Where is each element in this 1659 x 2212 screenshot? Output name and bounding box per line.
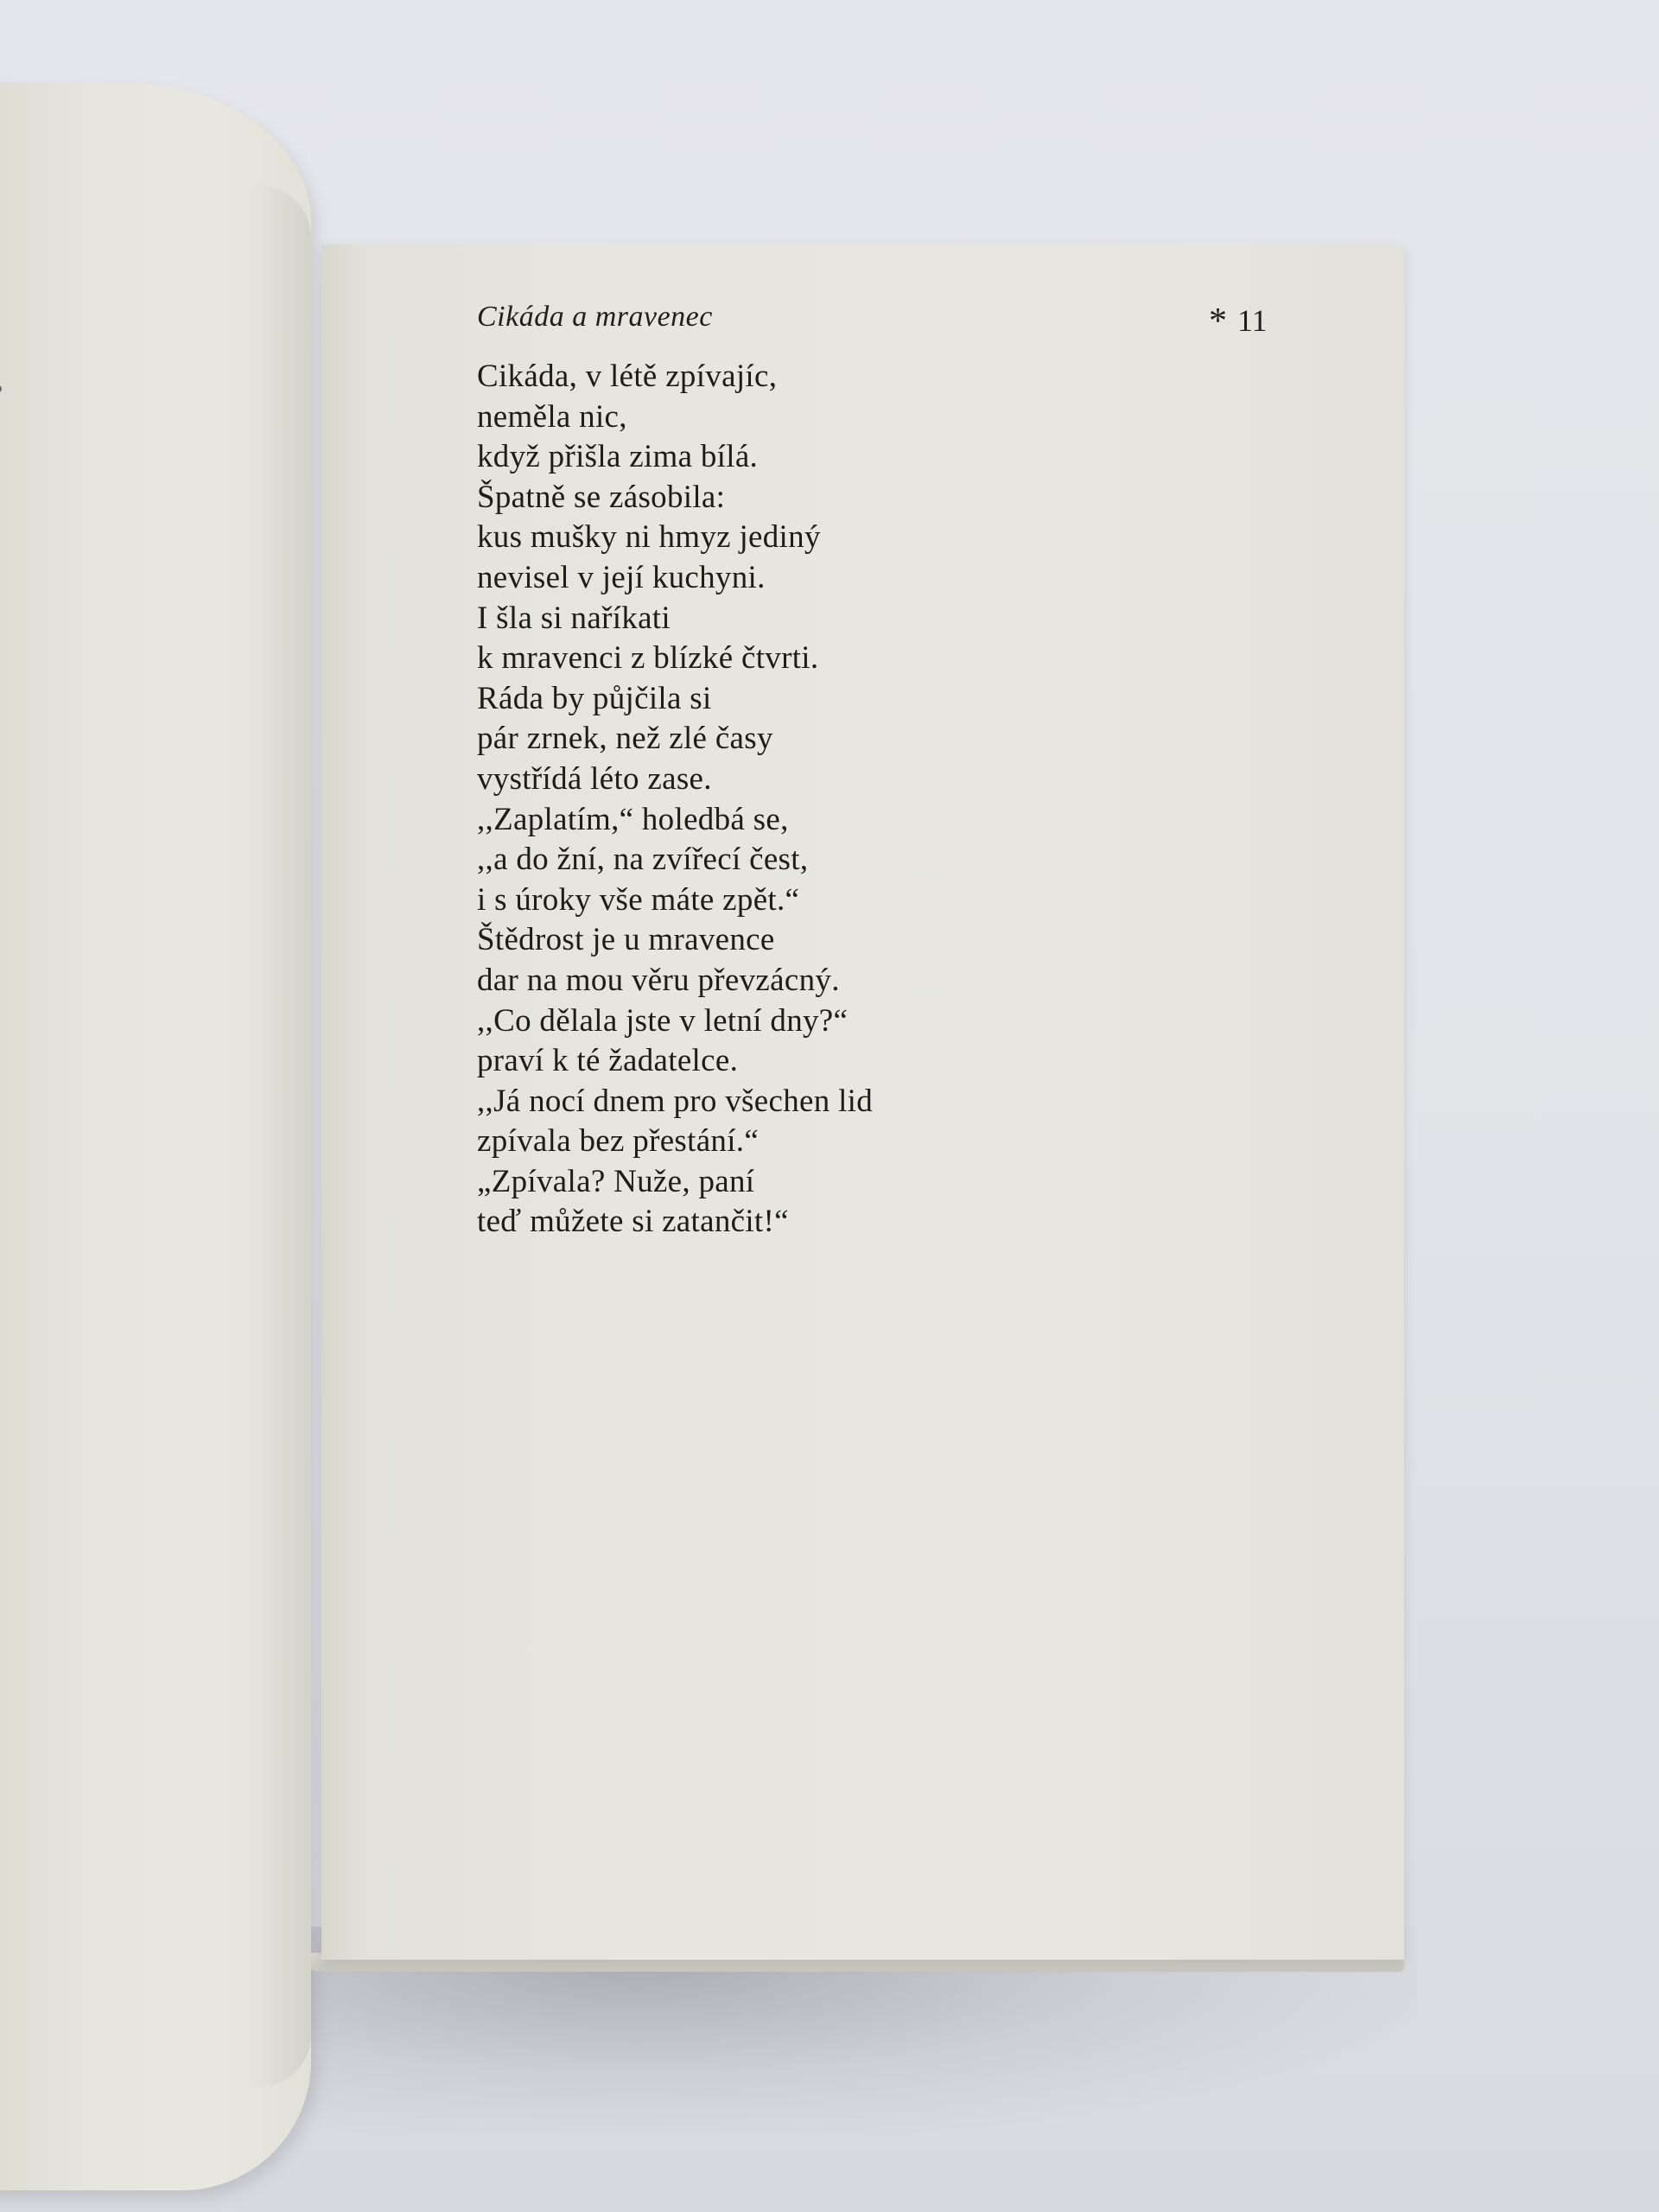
left-page xyxy=(0,82,311,2190)
page-marker: * xyxy=(1209,302,1227,341)
poem xyxy=(477,357,873,1243)
poem-line: I šla si naříkati xyxy=(477,600,671,636)
page-number-block xyxy=(1209,299,1268,340)
poem-line: Cikáda, v létě zpívajíc, xyxy=(477,359,778,394)
poem-line: teď můžete si zatančit!“ xyxy=(477,1204,789,1240)
poem-line: když přišla zima bílá. xyxy=(477,439,759,475)
poem-line: vystřídá léto zase. xyxy=(477,760,712,797)
poem-line: nevisel v její kuchyni. xyxy=(477,559,766,595)
right-page xyxy=(321,245,1404,1960)
poem-line: Štědrost je u mravence xyxy=(477,922,775,958)
poem-line: „Zpívala? Nuže, paní xyxy=(477,1163,755,1199)
page-number: 11 xyxy=(1237,303,1268,338)
poem-line: dar na mou věru převzácný. xyxy=(477,962,840,998)
poem-line: pár zrnek, než zlé časy xyxy=(477,721,773,757)
poem-line: praví k té žadatelce. xyxy=(477,1043,739,1079)
poem-line: zpívala bez přestání.“ xyxy=(477,1123,760,1160)
running-head: Cikáda a mravenec xyxy=(477,301,713,333)
poem-line: neměla nic, xyxy=(477,398,627,435)
poem-line: ,,Zaplatím,“ holedbá se, xyxy=(477,801,789,837)
poem-line: Ráda by půjčila si xyxy=(477,680,712,716)
poem-line: kus mušky ni hmyz jediný xyxy=(477,519,821,556)
poem-line: i s úroky vše máte zpět.“ xyxy=(477,881,800,918)
poem-line: ,,a do žní, na zvířecí čest, xyxy=(477,842,809,878)
poem-line: ,,Já nocí dnem pro všechen lid xyxy=(477,1083,874,1119)
poem-line: k mravenci z blízké čtvrti. xyxy=(477,640,819,677)
paper-speck xyxy=(0,385,2,393)
poem-line: Špatně se zásobila: xyxy=(477,479,726,515)
poem-line: ,,Co dělala jste v letní dny?“ xyxy=(477,1002,849,1039)
